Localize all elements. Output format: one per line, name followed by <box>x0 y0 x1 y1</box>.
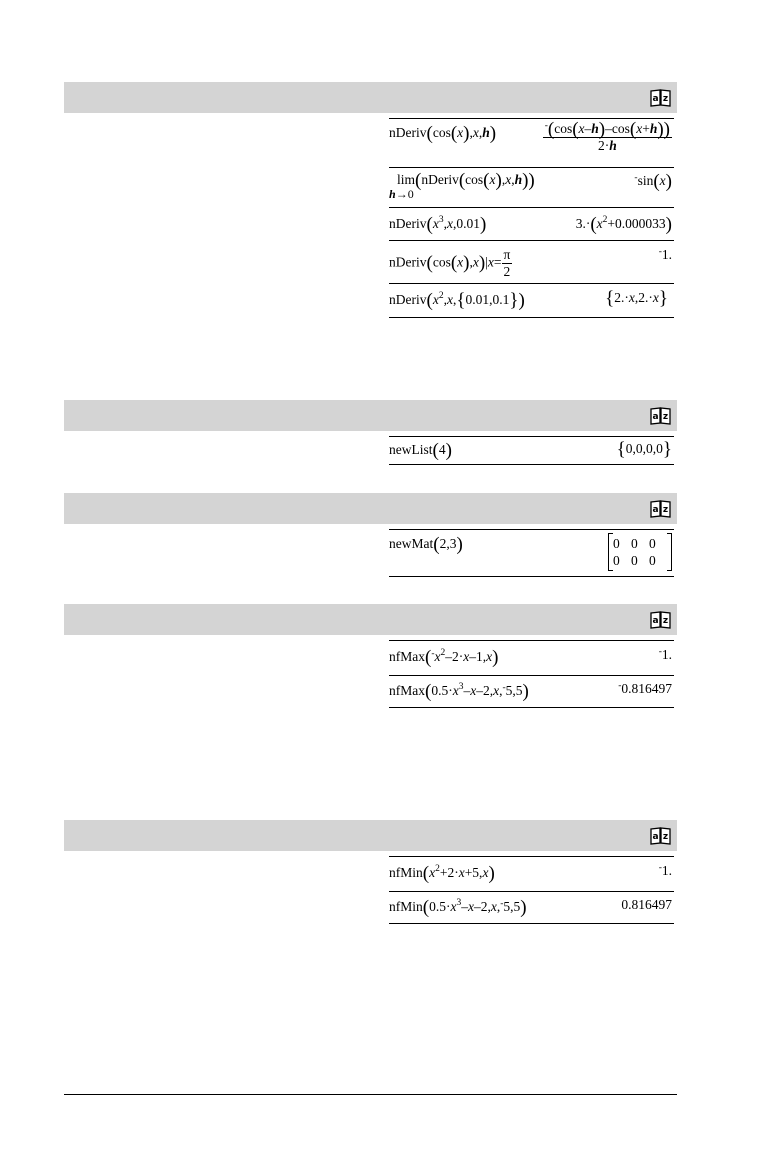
expression: nDeriv(cos(x),x)|x= $\frac{\pi}{2}$ <box>389 247 511 279</box>
section-header-newmat <box>64 493 677 524</box>
result: -0.816497 <box>618 681 672 696</box>
result: 0.816497 <box>621 897 672 912</box>
expression: $nfMax(^-x^2-2\cdot x-1,x)$ <box>389 647 499 668</box>
expression: lim(nDeriv(cos(x),x,h)) h→0 <box>389 170 535 201</box>
expression: nDeriv(cos(x),x,h) <box>389 123 497 144</box>
result: -1. <box>658 247 672 262</box>
section-header-nfmin <box>64 820 677 851</box>
result: $\frac{^-(\cos(x-h)-\cos(x+h))}{2\cdot h}$ <box>544 119 670 153</box>
book-a2-icon <box>650 826 671 845</box>
expression: $nfMin(x^2+2\cdot x+5,x)$ <box>389 863 495 884</box>
example-row <box>389 284 674 318</box>
book-a2-icon <box>650 406 671 425</box>
result: {0,0,0,0} <box>616 439 672 460</box>
book-a2-icon <box>650 499 671 518</box>
footer-rule <box>64 1094 677 1095</box>
example-row <box>389 529 674 577</box>
section-header-newlist <box>64 400 677 431</box>
zero-matrix: 0 0 0 0 0 0 <box>608 533 672 571</box>
example-row <box>389 640 674 676</box>
expression: newMat(2,3) <box>389 534 463 555</box>
expression: $nfMin(0.5\cdot x^3-x-2,x,^-5,5)$ <box>389 897 527 918</box>
result: -1. <box>658 647 672 662</box>
expression: $nDeriv(x^3,x,0.01)$ <box>389 214 487 235</box>
book-a2-icon <box>650 88 671 107</box>
example-row <box>389 675 674 708</box>
result: -1. <box>658 863 672 878</box>
expression: $nfMax(0.5\cdot x^3-x-2,x,^-5,5)$ <box>389 681 529 702</box>
section-header-nderiv <box>64 82 677 113</box>
book-a2-icon <box>650 610 671 629</box>
example-row <box>389 167 674 208</box>
result <box>608 533 672 571</box>
result: $3.\cdot(x^2+0.000033)$ <box>575 214 672 235</box>
example-row <box>389 436 674 465</box>
section-header-nfmax <box>64 604 677 635</box>
example-row <box>389 118 674 168</box>
expression: newList(4) <box>389 440 452 461</box>
result: -sin(x) <box>634 171 672 192</box>
example-row <box>389 241 674 284</box>
example-row <box>389 891 674 924</box>
example-row <box>389 208 674 241</box>
expression: $nDeriv(x^2,x,\{0.01,0.1\})$ <box>389 290 525 311</box>
result: {2.·x,2.·x} <box>605 288 668 309</box>
example-row <box>389 856 674 892</box>
